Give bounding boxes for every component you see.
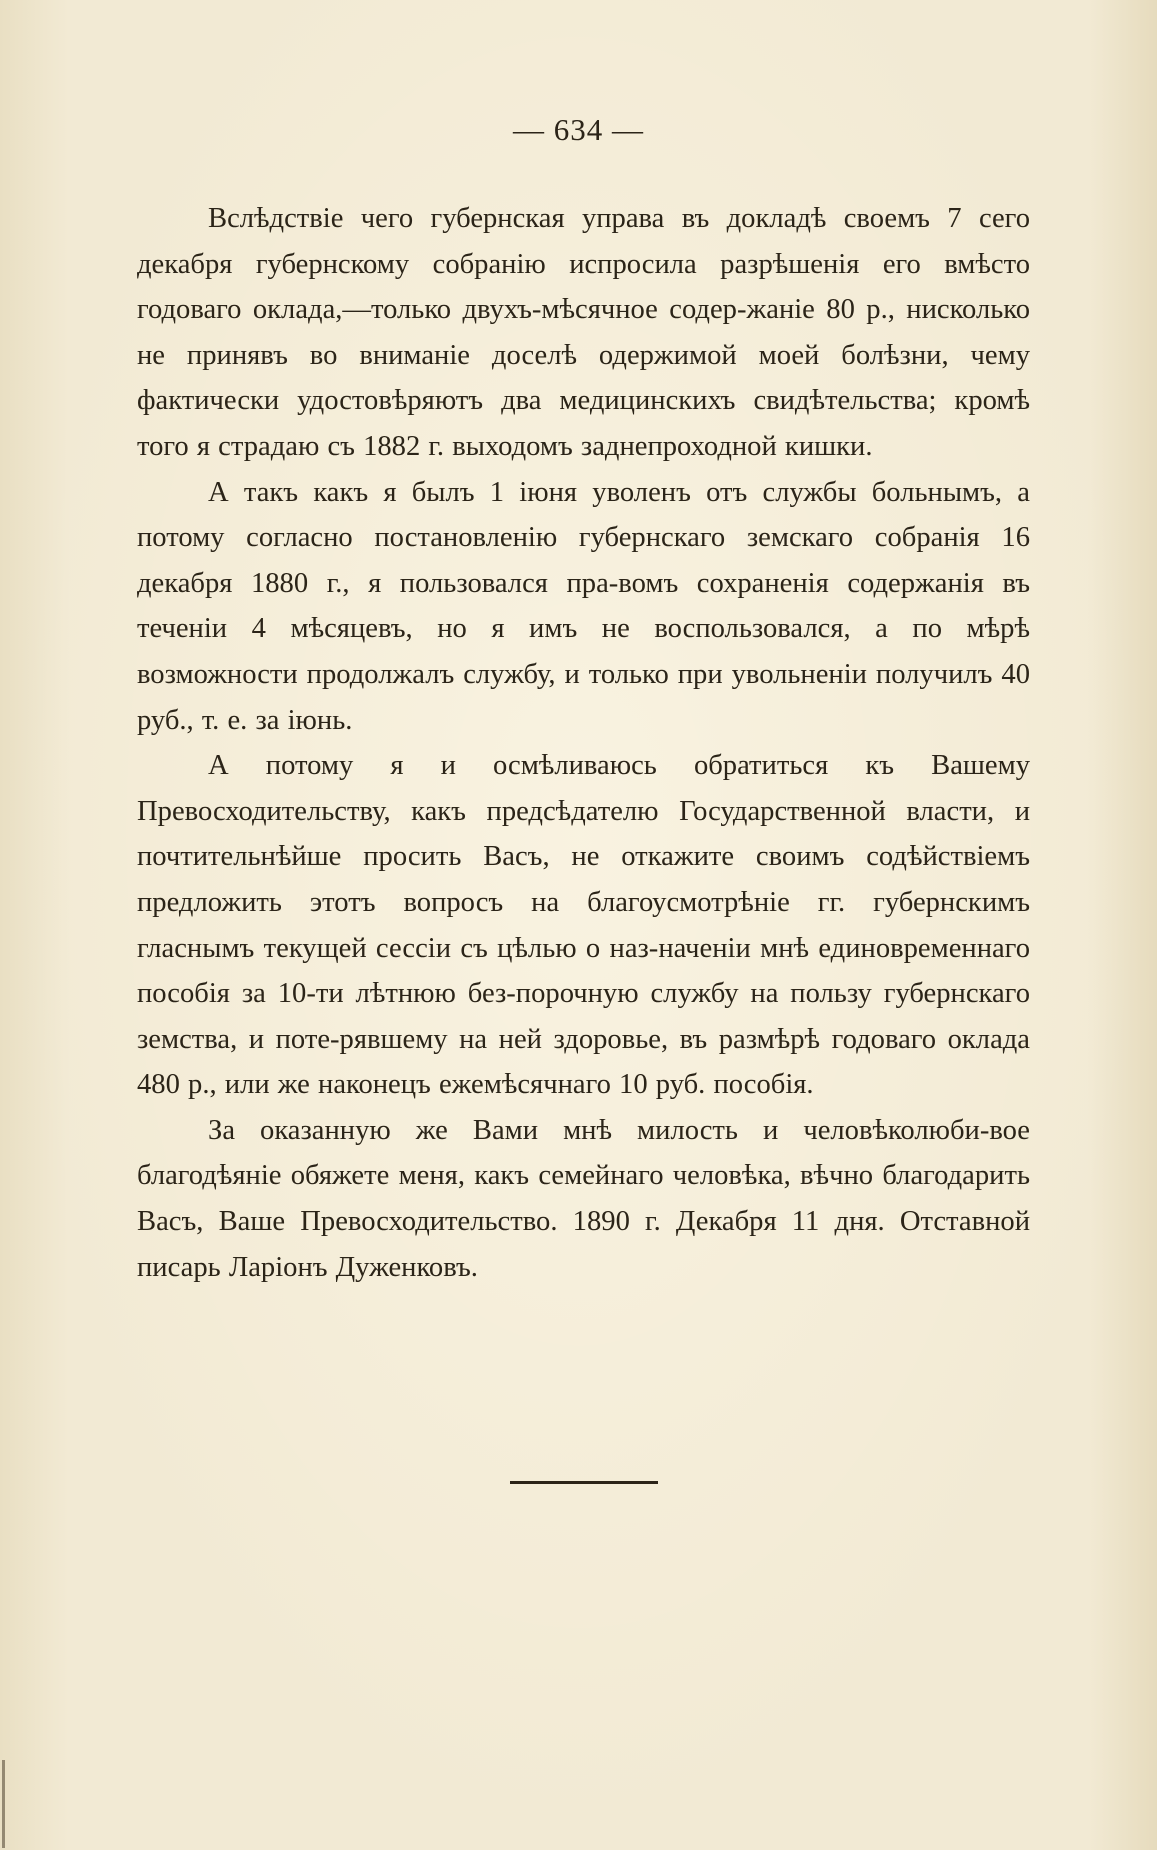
paragraph-4: За оказанную же Вами мнѣ милость и человѣколюби-вое благодѣяніе обяжете меня, какъ семейнаго человѣка, вѣчно благодарить Васъ, Ваше Превосходительство. 1890 г. Декабря 11 дня. Отставной писарь Ларіонъ Дуженковъ. <box>137 1114 1030 1283</box>
paragraph-1: Вслѣдствіе чего губернская управа въ докладѣ своемъ 7 сего декабря губернскому собранію испросила разрѣшенія его вмѣсто годоваго оклада,—только двухъ-мѣсячное содер-жаніе 80 р., нисколько не принявъ во вниманіе доселѣ одержимой моей болѣзни, чему фактически удостовѣряютъ два медицинскихъ свидѣтельства; кромѣ того я страдаю съ 1882 г. выходомъ заднепроходной кишки. <box>137 203 1030 462</box>
section-end-rule <box>510 1481 658 1484</box>
paragraph-2: А такъ какъ я былъ 1 іюня уволенъ отъ службы больнымъ, а потому согласно постановленію губернскаго земскаго собранія 16 декабря 1880 г., я пользовался пра-вомъ сохраненія содержанія въ теченіи 4 мѣсяцевъ, но я имъ не воспользовался, а по мѣрѣ возможности продолжалъ службу, и только при увольненіи получилъ 40 руб., т. е. за іюнь. <box>137 476 1030 736</box>
binding-edge-mark <box>2 1760 5 1848</box>
body-text <box>137 196 1030 1290</box>
paragraph-3: А потому я и осмѣливаюсь обратиться къ Вашему Превосходительству, какъ предсѣдателю Государственной власти, и почтительнѣйше просить Васъ, не откажите своимъ содѣйствіемъ предложить этотъ вопросъ на благоусмотрѣніе гг. губернскимъ гласнымъ текущей сессіи съ цѣлью о наз-наченіи мнѣ единовременнаго пособія за 10-ти лѣтнюю без-порочную службу на пользу губернскаго земства, и поте-рявшему на ней здоровье, въ размѣрѣ годоваго оклада 480 р., или же наконецъ ежемѣсячнаго 10 руб. пособія. <box>137 750 1030 1101</box>
page-number: — 634 — <box>513 112 644 147</box>
